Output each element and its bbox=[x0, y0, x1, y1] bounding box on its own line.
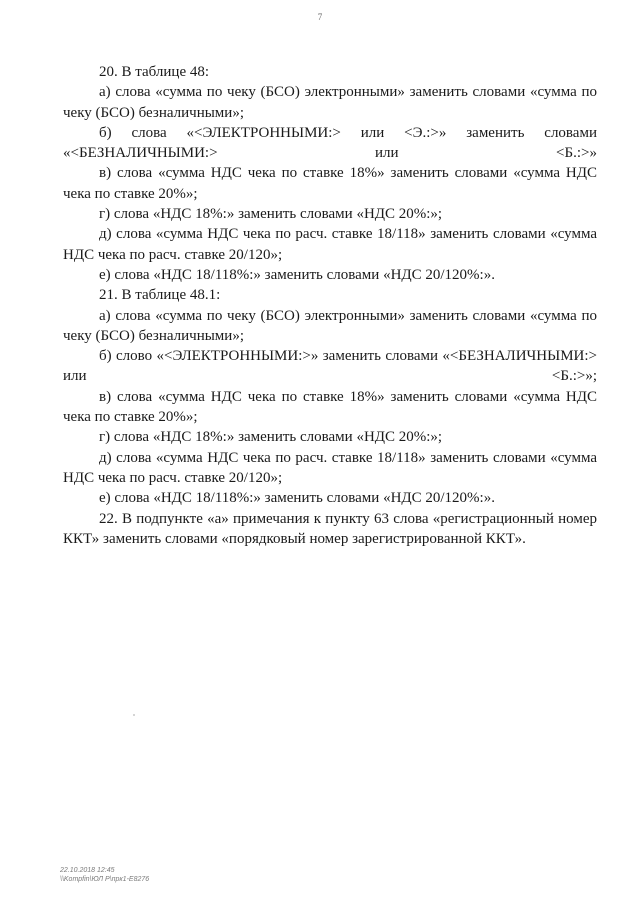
section-20-heading: 20. В таблице 48: bbox=[99, 64, 210, 80]
footer-stamp bbox=[60, 866, 149, 884]
item-20e: е) слова «НДС 18/118%:» заменить словами «НДС 20/120%:». bbox=[99, 266, 495, 283]
document-body bbox=[63, 62, 597, 549]
item-20b: б) слова «<ЭЛЕКТРОННЫМИ:> или <Э.:>» заменить словами «<БЕЗНАЛИЧНЫМИ:> или <Б.:>» bbox=[63, 124, 597, 162]
footer-timestamp: 22.10.2018 12:45 bbox=[60, 867, 115, 874]
item-21d: д) слова «сумма НДС чека по расч. ставке 18/118» заменить словами «сумма НДС чека по расч. ставке 20/120»; bbox=[63, 449, 597, 486]
scan-speck bbox=[133, 714, 135, 716]
item-21b: б) слово «<ЭЛЕКТРОННЫМИ:>» заменить словами «<БЕЗНАЛИЧНЫМИ:> или <Б.:>»; bbox=[63, 348, 597, 385]
page-number: 7 bbox=[317, 12, 323, 22]
item-21a: а) слова «сумма по чеку (БСО) электронными» заменить словами «сумма по чеку (БСО) безналичными»; bbox=[63, 307, 597, 344]
footer-file-path: \\Kompfin\ЮЛ Р\прк1-Е8276 bbox=[60, 876, 150, 883]
item-21e: е) слова «НДС 18/118%:» заменить словами «НДС 20/120%:». bbox=[99, 490, 495, 507]
item-20d: д) слова «сумма НДС чека по расч. ставке 18/118» заменить словами «сумма НДС чека по расч. ставке 20/120»; bbox=[63, 226, 597, 263]
section-22-paragraph: 22. В подпункте «а» примечания к пункту 63 слова «регистрационный номер ККТ» заменить словами «порядковый номер зарегистрированной ККТ». bbox=[63, 510, 597, 547]
section-21-heading: 21. В таблице 48.1: bbox=[99, 287, 221, 304]
item-20v: в) слова «сумма НДС чека по ставке 18%» заменить словами «сумма НДС чека по ставке 20%»; bbox=[63, 165, 597, 202]
item-20a: а) слова «сумма по чеку (БСО) электронными» заменить словами «сумма по чеку (БСО) безналичными»; bbox=[63, 84, 597, 121]
item-21g: г) слова «НДС 18%:» заменить словами «НДС 20%:»; bbox=[99, 429, 443, 446]
item-20g: г) слова «НДС 18%:» заменить словами «НДС 20%:»; bbox=[99, 206, 443, 223]
item-21v: в) слова «сумма НДС чека по ставке 18%» заменить словами «сумма НДС чека по ставке 20%»; bbox=[63, 388, 597, 426]
